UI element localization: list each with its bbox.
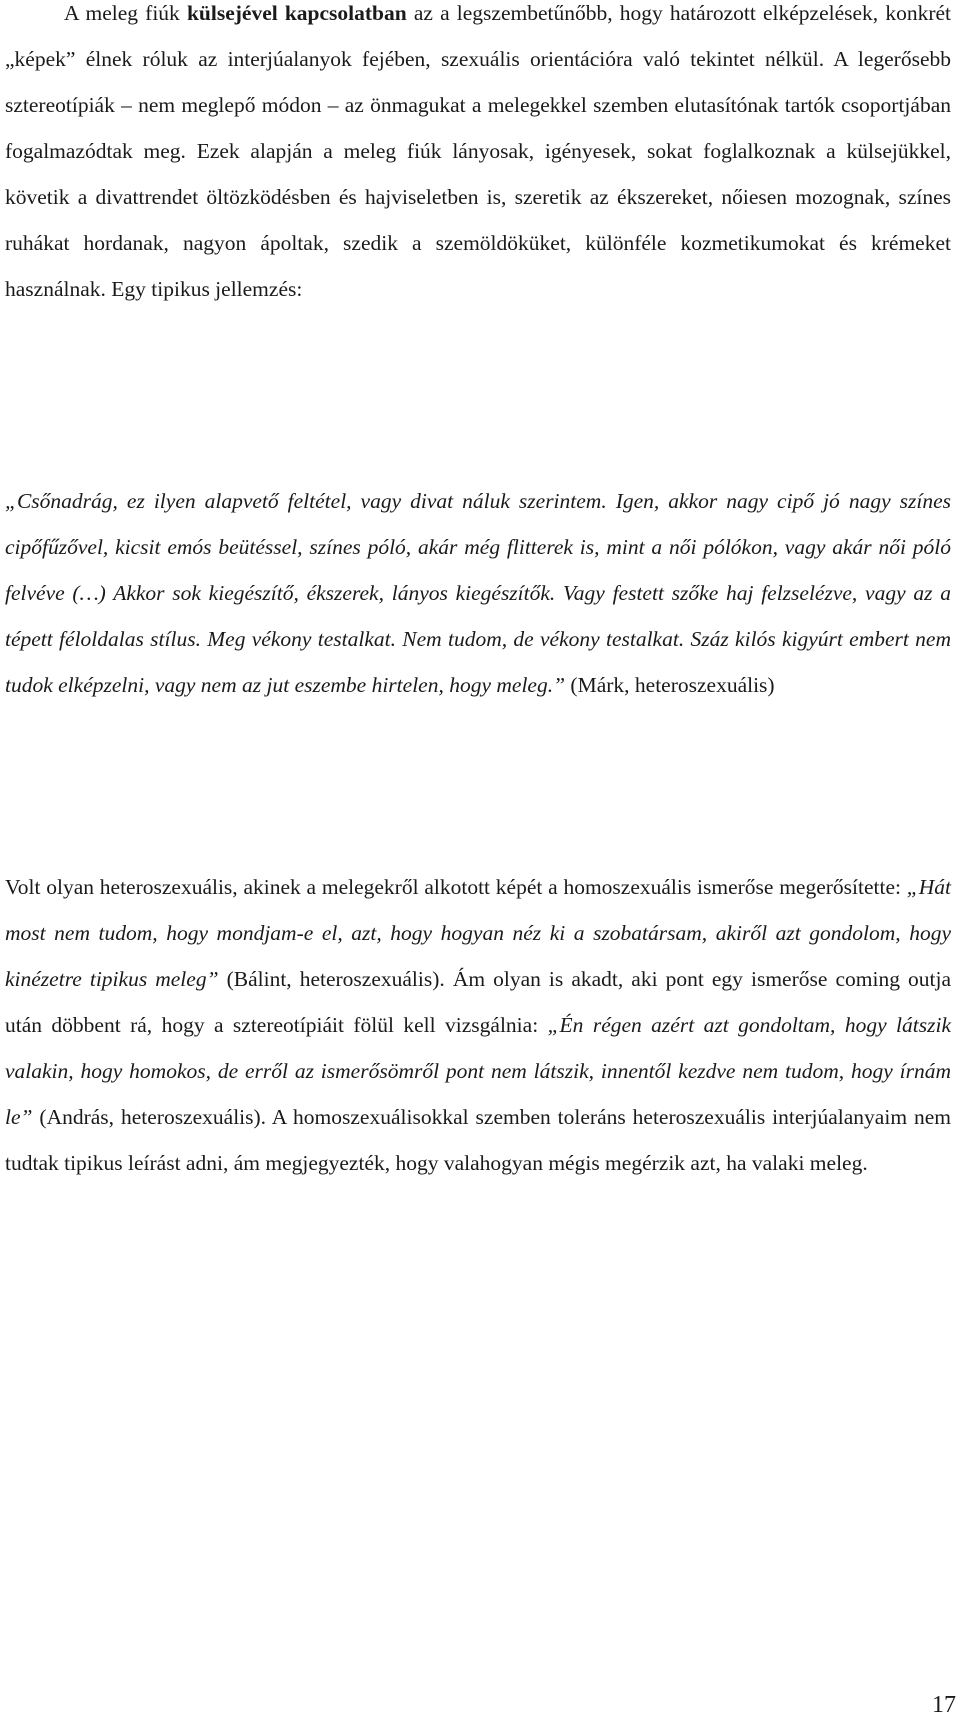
- italic-quote-1: „Hát most nem tudom, hogy mondjam-e el, azt, hogy hogyan néz ki a szobatársam, akiről azt gondolom, hogy kinézetre tipikus meleg”: [5, 875, 951, 991]
- page-number: 17: [932, 1692, 956, 1718]
- text-segment-1: Volt olyan heteroszexuális, akinek a melegekről alkotott képét a homoszexuális ismerőse megerősítette:: [5, 875, 907, 899]
- text-segment-3: (András, heteroszexuális). A homoszexuálisokkal szemben toleráns heteroszexuális interjúalanyaim nem tudtak tipikus leírást adni, ám megjegyezték, hogy valahogyan mégis megérzik azt, ha valaki meleg.: [5, 1105, 951, 1175]
- paragraph-appearance: [5, 0, 951, 312]
- paragraph-lead: A meleg fiúk: [64, 1, 187, 25]
- paragraph-body: az a legszembetűnőbb, hogy határozott elképzelések, konkrét „képek” élnek róluk az interjúalanyok fejében, szexuális orientációra való tekintet nélkül. A legerősebb sztereotípiák – nem meglepő módon – az önmagukat a melegekkel szemben elutasítónak tartók csoportjában fogalmazódtak meg. Ezek alapján a meleg fiúk lányosak, igényesek, sokat foglalkoznak a külsejükkel, követik a divattrendet öltözködésben és hajviseletben is, szeretik az ékszereket, nőiesen mozognak, színes ruhákat hordanak, nagyon ápoltak, szedik a szemöldöküket, különféle kozmetikumokat és krémeket használnak. Egy tipikus jellemzés:: [5, 1, 951, 301]
- quote-text: „Csőnadrág, ez ilyen alapvető feltétel, vagy divat náluk szerintem. Igen, akkor nagy cipő jó nagy színes cipőfűzővel, kicsit emós beütéssel, színes póló, akár még flitterek is, mint a női pólókon, vagy akár női póló felvéve (…) Akkor sok kiegészítő, ékszerek, lányos kiegészítők. Vagy festett szőke haj felzselézve, vagy az a tépett féloldalas stílus. Meg vékony testalkat. Nem tudom, de vékony testalkat. Száz kilós kigyúrt embert nem tudok elképzelni, vagy nem az jut eszembe hirtelen, hogy meleg.”: [5, 489, 951, 697]
- quote-paragraph: [5, 478, 951, 708]
- italic-quote-2: „Én régen azért azt gondoltam, hogy látszik valakin, hogy homokos, de erről az ismerősömről pont nem látszik, innentől kezdve nem tudom, hogy írnám le”: [5, 1013, 951, 1129]
- paragraph-heterosexual-views: [5, 864, 951, 1186]
- text-segment-2: (Bálint, heteroszexuális). Ám olyan is akadt, aki pont egy ismerőse coming outja után döbbent rá, hogy a sztereotípiáit fölül kell vizsgálnia:: [5, 967, 951, 1037]
- quote-attribution: (Márk, heteroszexuális): [565, 673, 775, 697]
- bold-phrase: külsejével kapcsolatban: [186, 1, 407, 25]
